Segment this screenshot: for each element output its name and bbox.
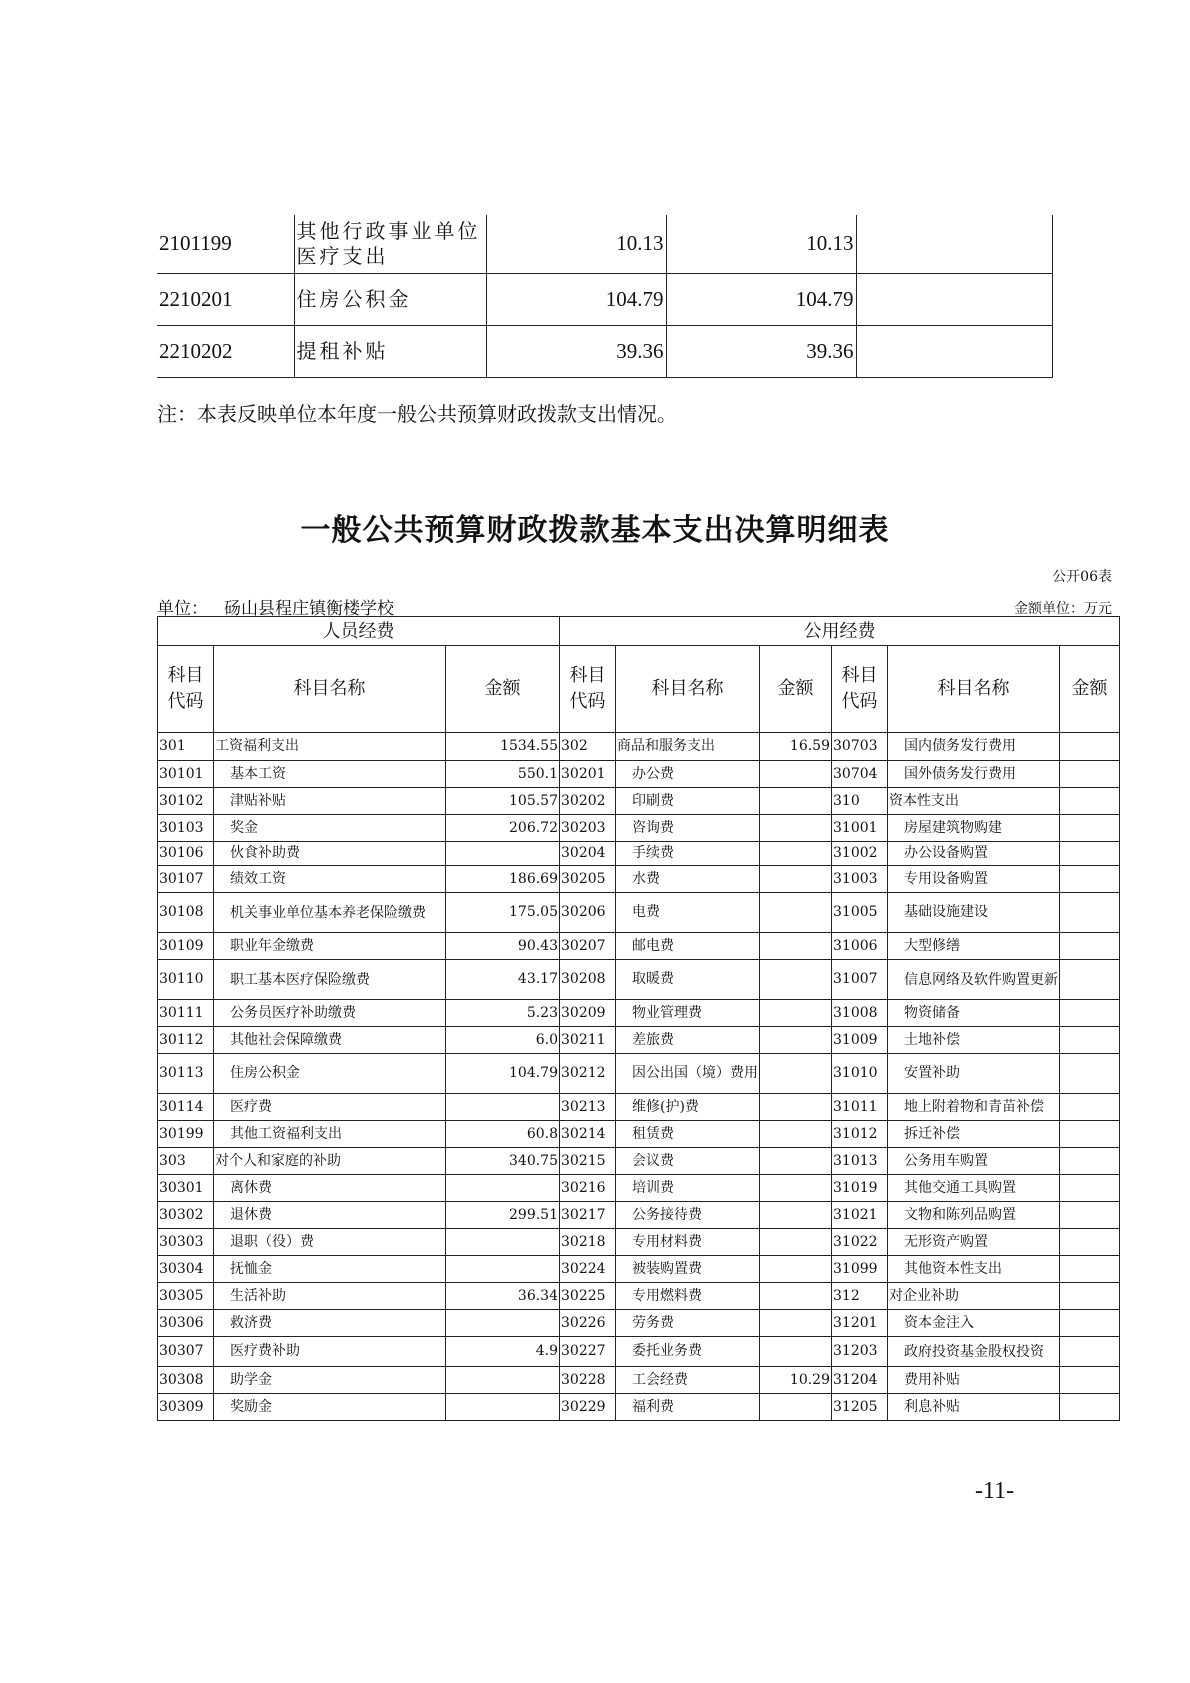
cell-code: 30209 [560, 1000, 616, 1027]
amount-header: 金额 [446, 646, 560, 733]
code-header-text: 科目 代码 [569, 665, 606, 712]
cell-code: 2210201 [157, 273, 294, 325]
cell-code: 30212 [560, 1054, 616, 1094]
cell-code: 30306 [158, 1310, 214, 1337]
cell-code: 31203 [832, 1337, 888, 1367]
cell-amount [1060, 761, 1120, 788]
table-row [158, 960, 1120, 1000]
cell-code: 30213 [560, 1094, 616, 1121]
cell-code: 31204 [832, 1367, 888, 1394]
cell-code: 30107 [158, 866, 214, 893]
cell-code: 30303 [158, 1229, 214, 1256]
cell-v3 [856, 215, 1052, 273]
cell-amount [760, 1283, 832, 1310]
cell-amount [1060, 1310, 1120, 1337]
cell-code: 31205 [832, 1394, 888, 1421]
cell-amount [1060, 933, 1120, 960]
cell-name: 物业管理费 [616, 1000, 760, 1027]
cell-amount [760, 1229, 832, 1256]
cell-code: 31099 [832, 1256, 888, 1283]
cell-name: 公务员医疗补助缴费 [214, 1000, 446, 1027]
cell-name: 职业年金缴费 [214, 933, 446, 960]
cell-code: 30228 [560, 1367, 616, 1394]
cell-code: 31007 [832, 960, 888, 1000]
cell-code: 30106 [158, 842, 214, 866]
cell-code: 30101 [158, 761, 214, 788]
cell-amount: 60.8 [446, 1121, 560, 1148]
cell-name: 政府投资基金股权投资 [888, 1337, 1060, 1367]
cell-name: 助学金 [214, 1367, 446, 1394]
personnel-header: 人员经费 [158, 617, 560, 646]
form-number: 公开06表 [1052, 569, 1112, 585]
amount-header: 金额 [760, 646, 832, 733]
cell-code: 30703 [832, 733, 888, 761]
cell-amount: 16.59 [760, 733, 832, 761]
cell-name: 对企业补助 [888, 1283, 1060, 1310]
cell-v1: 104.79 [486, 273, 666, 325]
cell-name: 水费 [616, 866, 760, 893]
cell-code: 30304 [158, 1256, 214, 1283]
continuation-table [157, 215, 1053, 378]
cell-amount [1060, 1148, 1120, 1175]
cell-name: 委托业务费 [616, 1337, 760, 1367]
cell-name: 绩效工资 [214, 866, 446, 893]
cell-code: 31019 [832, 1175, 888, 1202]
name-header: 科目名称 [214, 646, 446, 733]
cell-name: 生活补助 [214, 1283, 446, 1310]
expenditure-detail-table [157, 616, 1120, 1421]
table-row [158, 1121, 1120, 1148]
cell-name: 医疗费 [214, 1094, 446, 1121]
cell-code: 30110 [158, 960, 214, 1000]
cell-name: 专用燃料费 [616, 1283, 760, 1310]
cell-code: 31022 [832, 1229, 888, 1256]
table-row [158, 761, 1120, 788]
cell-amount [760, 761, 832, 788]
cell-amount [1060, 893, 1120, 933]
cell-amount [446, 1094, 560, 1121]
cell-name: 资本金注入 [888, 1310, 1060, 1337]
cell-code: 30201 [560, 761, 616, 788]
cell-name: 奖金 [214, 815, 446, 842]
cell-code: 31010 [832, 1054, 888, 1094]
cell-name: 伙食补助费 [214, 842, 446, 866]
cell-name: 提租补贴 [294, 325, 486, 377]
cell-amount [446, 1229, 560, 1256]
cell-amount [760, 933, 832, 960]
cell-amount: 175.05 [446, 893, 560, 933]
cell-name: 租赁费 [616, 1121, 760, 1148]
cell-amount [760, 1027, 832, 1054]
cell-amount [760, 1202, 832, 1229]
cell-amount [446, 842, 560, 866]
cell-amount: 43.17 [446, 960, 560, 1000]
cell-name: 办公设备购置 [888, 842, 1060, 866]
cell-code: 30113 [158, 1054, 214, 1094]
cell-code: 2210202 [157, 325, 294, 377]
cell-code: 30302 [158, 1202, 214, 1229]
cell-name: 土地补偿 [888, 1027, 1060, 1054]
cell-amount [760, 893, 832, 933]
table-row [157, 273, 1052, 325]
cell-code: 30218 [560, 1229, 616, 1256]
cell-amount [1060, 1000, 1120, 1027]
cell-v2: 39.36 [666, 325, 856, 377]
table-row [158, 1394, 1120, 1421]
code-header [560, 646, 616, 733]
cell-amount [760, 1148, 832, 1175]
cell-amount [760, 1054, 832, 1094]
cell-amount: 1534.55 [446, 733, 560, 761]
table-note: 注：本表反映单位本年度一般公共预算财政拨款支出情况。 [157, 402, 677, 426]
cell-name: 其他行政事业单位医疗支出 [294, 215, 486, 273]
cell-v1: 39.36 [486, 325, 666, 377]
cell-code: 30216 [560, 1175, 616, 1202]
cell-code: 30203 [560, 815, 616, 842]
cell-amount [1060, 1121, 1120, 1148]
cell-name: 地上附着物和青苗补偿 [888, 1094, 1060, 1121]
cell-amount [1060, 1054, 1120, 1094]
cell-code: 30226 [560, 1310, 616, 1337]
cell-code: 30206 [560, 893, 616, 933]
cell-name: 津贴补贴 [214, 788, 446, 815]
cell-code: 30704 [832, 761, 888, 788]
cell-name: 房屋建筑物购建 [888, 815, 1060, 842]
table-row [158, 1054, 1120, 1094]
cell-name: 福利费 [616, 1394, 760, 1421]
cell-code: 30207 [560, 933, 616, 960]
cell-name: 大型修缮 [888, 933, 1060, 960]
cell-amount [1060, 1175, 1120, 1202]
cell-code: 30103 [158, 815, 214, 842]
cell-amount [446, 1394, 560, 1421]
cell-name: 其他资本性支出 [888, 1256, 1060, 1283]
cell-code: 31001 [832, 815, 888, 842]
cell-code: 31012 [832, 1121, 888, 1148]
cell-code: 30215 [560, 1148, 616, 1175]
cell-code: 301 [158, 733, 214, 761]
table-row [158, 1229, 1120, 1256]
cell-code: 30204 [560, 842, 616, 866]
table-row [158, 1027, 1120, 1054]
cell-amount: 550.1 [446, 761, 560, 788]
cell-code: 31008 [832, 1000, 888, 1027]
cell-code: 312 [832, 1283, 888, 1310]
cell-name: 因公出国（境）费用 [616, 1054, 760, 1094]
cell-code: 31011 [832, 1094, 888, 1121]
public-header: 公用经费 [560, 617, 1120, 646]
cell-name: 取暖费 [616, 960, 760, 1000]
cell-v2: 10.13 [666, 215, 856, 273]
cell-name: 其他社会保障缴费 [214, 1027, 446, 1054]
cell-amount [1060, 788, 1120, 815]
cell-code: 30224 [560, 1256, 616, 1283]
cell-code: 30225 [560, 1283, 616, 1310]
cell-name: 住房公积金 [294, 273, 486, 325]
cell-code: 30307 [158, 1337, 214, 1367]
cell-name: 拆迁补偿 [888, 1121, 1060, 1148]
cell-name: 基本工资 [214, 761, 446, 788]
cell-code: 310 [832, 788, 888, 815]
cell-code: 31005 [832, 893, 888, 933]
cell-amount [446, 1367, 560, 1394]
cell-amount [760, 960, 832, 1000]
cell-v3 [856, 273, 1052, 325]
code-header-text: 科目 代码 [167, 665, 204, 712]
cell-name: 工资福利支出 [214, 733, 446, 761]
cell-amount: 10.29 [760, 1367, 832, 1394]
cell-amount [760, 842, 832, 866]
cell-amount [1060, 1337, 1120, 1367]
table-row [158, 788, 1120, 815]
cell-amount [1060, 1256, 1120, 1283]
cell-code: 30109 [158, 933, 214, 960]
group-header-row [158, 617, 1120, 646]
cell-name: 对个人和家庭的补助 [214, 1148, 446, 1175]
code-header [832, 646, 888, 733]
cell-amount [760, 1094, 832, 1121]
cell-amount [760, 1121, 832, 1148]
cell-name: 资本性支出 [888, 788, 1060, 815]
cell-code: 30102 [158, 788, 214, 815]
cell-name: 退职（役）费 [214, 1229, 446, 1256]
cell-name: 专用设备购置 [888, 866, 1060, 893]
table-row [158, 1094, 1120, 1121]
name-header: 科目名称 [888, 646, 1060, 733]
table-row [158, 842, 1120, 866]
cell-code: 302 [560, 733, 616, 761]
cell-amount [1060, 1394, 1120, 1421]
cell-name: 费用补贴 [888, 1367, 1060, 1394]
table-row [158, 1256, 1120, 1283]
cell-amount: 5.23 [446, 1000, 560, 1027]
cell-name: 劳务费 [616, 1310, 760, 1337]
cell-name: 培训费 [616, 1175, 760, 1202]
cell-amount: 104.79 [446, 1054, 560, 1094]
code-header-text: 科目 代码 [841, 665, 878, 712]
name-header: 科目名称 [616, 646, 760, 733]
cell-amount [760, 1175, 832, 1202]
cell-v1: 10.13 [486, 215, 666, 273]
cell-code: 30112 [158, 1027, 214, 1054]
cell-amount: 206.72 [446, 815, 560, 842]
cell-amount [760, 1310, 832, 1337]
cell-amount [1060, 815, 1120, 842]
cell-name: 职工基本医疗保险缴费 [214, 960, 446, 1000]
cell-name: 电费 [616, 893, 760, 933]
cell-code: 31201 [832, 1310, 888, 1337]
cell-name: 差旅费 [616, 1027, 760, 1054]
cell-amount [760, 1394, 832, 1421]
cell-code: 30309 [158, 1394, 214, 1421]
cell-code: 30205 [560, 866, 616, 893]
amount-header: 金额 [1060, 646, 1120, 733]
cell-name: 离休费 [214, 1175, 446, 1202]
cell-name: 退休费 [214, 1202, 446, 1229]
table-row [157, 215, 1052, 273]
table-row [158, 1367, 1120, 1394]
cell-code: 31013 [832, 1148, 888, 1175]
cell-name: 奖励金 [214, 1394, 446, 1421]
cell-name: 国内债务发行费用 [888, 733, 1060, 761]
cell-name: 其他交通工具购置 [888, 1175, 1060, 1202]
table-row [157, 325, 1052, 377]
cell-amount [1060, 1027, 1120, 1054]
table-row [158, 866, 1120, 893]
cell-code: 30229 [560, 1394, 616, 1421]
cell-name: 抚恤金 [214, 1256, 446, 1283]
cell-name: 基础设施建设 [888, 893, 1060, 933]
table-row [158, 1283, 1120, 1310]
cell-amount [1060, 1283, 1120, 1310]
cell-name: 商品和服务支出 [616, 733, 760, 761]
cell-code: 2101199 [157, 215, 294, 273]
cell-name: 救济费 [214, 1310, 446, 1337]
cell-code: 31003 [832, 866, 888, 893]
cell-code: 30111 [158, 1000, 214, 1027]
cell-code: 30114 [158, 1094, 214, 1121]
cell-v2: 104.79 [666, 273, 856, 325]
table-row [158, 1175, 1120, 1202]
cell-name: 手续费 [616, 842, 760, 866]
cell-amount [446, 1256, 560, 1283]
table-row [158, 1337, 1120, 1367]
cell-code: 31006 [832, 933, 888, 960]
cell-amount: 6.0 [446, 1027, 560, 1054]
cell-amount [760, 788, 832, 815]
cell-code: 31021 [832, 1202, 888, 1229]
cell-code: 31009 [832, 1027, 888, 1054]
cell-amount: 299.51 [446, 1202, 560, 1229]
cell-amount [760, 1000, 832, 1027]
cell-amount [1060, 960, 1120, 1000]
cell-amount [760, 866, 832, 893]
cell-code: 30301 [158, 1175, 214, 1202]
cell-name: 无形资产购置 [888, 1229, 1060, 1256]
cell-amount: 36.34 [446, 1283, 560, 1310]
cell-name: 住房公积金 [214, 1054, 446, 1094]
cell-name: 专用材料费 [616, 1229, 760, 1256]
cell-code: 30305 [158, 1283, 214, 1310]
cell-amount: 90.43 [446, 933, 560, 960]
cell-amount [760, 815, 832, 842]
cell-amount [1060, 1094, 1120, 1121]
cell-name: 公务接待费 [616, 1202, 760, 1229]
cell-code: 30227 [560, 1337, 616, 1367]
cell-code: 30108 [158, 893, 214, 933]
cell-code: 30211 [560, 1027, 616, 1054]
cell-name: 公务用车购置 [888, 1148, 1060, 1175]
cell-amount [446, 1175, 560, 1202]
cell-name: 其他工资福利支出 [214, 1121, 446, 1148]
table-row [158, 733, 1120, 761]
column-header-row [158, 646, 1120, 733]
cell-code: 30217 [560, 1202, 616, 1229]
table-row [158, 1310, 1120, 1337]
unit-name: 砀山县程庄镇衡楼学校 [224, 599, 394, 619]
cell-amount [1060, 842, 1120, 866]
cell-name: 被装购置费 [616, 1256, 760, 1283]
cell-amount [1060, 1229, 1120, 1256]
cell-amount [1060, 1202, 1120, 1229]
table-row [158, 893, 1120, 933]
table-row [158, 933, 1120, 960]
cell-name: 国外债务发行费用 [888, 761, 1060, 788]
cell-name: 信息网络及软件购置更新 [888, 960, 1060, 1000]
page-number: -11- [975, 1478, 1015, 1504]
cell-amount: 105.57 [446, 788, 560, 815]
cell-name: 工会经费 [616, 1367, 760, 1394]
cell-name: 物资储备 [888, 1000, 1060, 1027]
cell-amount [446, 1310, 560, 1337]
table-row [158, 1000, 1120, 1027]
cell-name: 邮电费 [616, 933, 760, 960]
cell-amount [1060, 866, 1120, 893]
table-row [158, 1148, 1120, 1175]
cell-amount: 4.9 [446, 1337, 560, 1367]
cell-code: 31002 [832, 842, 888, 866]
cell-code: 30308 [158, 1367, 214, 1394]
table-row [158, 1202, 1120, 1229]
cell-code: 30199 [158, 1121, 214, 1148]
cell-name: 办公费 [616, 761, 760, 788]
cell-amount [760, 1256, 832, 1283]
cell-name: 印刷费 [616, 788, 760, 815]
money-unit: 金额单位：万元 [1014, 601, 1112, 617]
cell-code: 30208 [560, 960, 616, 1000]
code-header [158, 646, 214, 733]
cell-code: 303 [158, 1148, 214, 1175]
cell-name: 维修(护)费 [616, 1094, 760, 1121]
cell-name: 咨询费 [616, 815, 760, 842]
cell-name: 机关事业单位基本养老保险缴费 [214, 893, 446, 933]
cell-amount [1060, 1367, 1120, 1394]
cell-name: 会议费 [616, 1148, 760, 1175]
cell-name: 文物和陈列品购置 [888, 1202, 1060, 1229]
cell-v3 [856, 325, 1052, 377]
page-title: 一般公共预算财政拨款基本支出决算明细表 [300, 513, 890, 548]
cell-name: 医疗费补助 [214, 1337, 446, 1367]
table-row [158, 815, 1120, 842]
cell-amount: 340.75 [446, 1148, 560, 1175]
cell-amount [1060, 733, 1120, 761]
cell-amount: 186.69 [446, 866, 560, 893]
cell-code: 30202 [560, 788, 616, 815]
cell-name: 安置补助 [888, 1054, 1060, 1094]
cell-amount [760, 1337, 832, 1367]
unit-label: 单位： [157, 599, 208, 619]
cell-name: 利息补贴 [888, 1394, 1060, 1421]
cell-code: 30214 [560, 1121, 616, 1148]
